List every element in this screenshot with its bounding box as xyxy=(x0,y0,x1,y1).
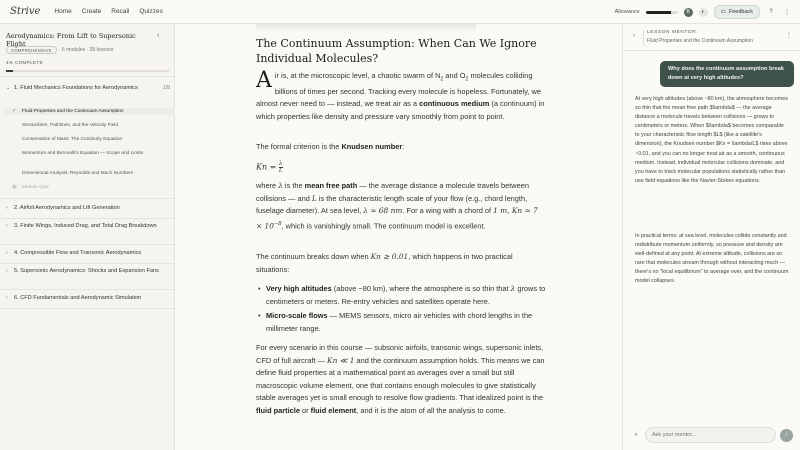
course-sidebar xyxy=(0,24,175,450)
top-nav-bar xyxy=(0,0,800,24)
module-5[interactable] xyxy=(6,267,170,275)
lesson-label: Streamlines, Pathlines, and the Velocity Field xyxy=(22,123,118,128)
sidebar-divider xyxy=(0,289,175,290)
allowance-bar xyxy=(646,11,678,14)
bullet-micro-scale: • Micro-scale flows — MEMS sensors, micro air vehicles with chord lengths in the millimeter range. xyxy=(266,310,546,335)
lesson-title: The Continuum Assumption: When Can We Ignore Individual Molecules? xyxy=(256,37,537,65)
lesson-fluid-properties[interactable] xyxy=(4,108,175,115)
lesson-label: Conservation of Mass: The Continuity Equation xyxy=(22,137,123,142)
more-options-icon[interactable]: ⋮ xyxy=(786,33,792,39)
scroll-fade xyxy=(256,24,476,32)
user-question-bubble: Why does the continuum assumption break down at very high altitudes? xyxy=(660,61,794,87)
lesson-label: Dimensional Analysis: Reynolds and Mach Numbers xyxy=(22,171,134,176)
module-2[interactable] xyxy=(6,204,170,212)
paragraph-4: The continuum breaks down when Kn ≳ 0.01, which happens in two practical situations: xyxy=(256,252,513,274)
chat-input-row xyxy=(631,426,793,444)
lesson-label: Module Quiz xyxy=(22,185,49,190)
module-5-label: 5. Supersonic Aerodynamics: Shocks and Expansion Fans xyxy=(14,268,159,274)
completion-label: 4% COMPLETE xyxy=(6,60,43,65)
lesson-mentor-panel xyxy=(622,24,800,450)
mentor-answer-2: In practical terms: at sea level, molecules collide constantly and redistribute momentum uniformly, so pressure and density are well-defined at any point. At extreme altitude, collisions are so rare that molecules stream through without interacting much — there's no "local equilibrium" to average over, and the continuum model collapses. xyxy=(635,233,789,285)
difficulty-badge: COMPREHENSIVE xyxy=(6,46,57,54)
feedback-button[interactable] xyxy=(714,5,760,19)
allowance-label: Allowance xyxy=(614,9,640,15)
module-3[interactable] xyxy=(6,222,170,230)
lesson-module-quiz[interactable] xyxy=(12,184,160,191)
collapse-panel-icon[interactable]: › xyxy=(633,33,635,39)
app-logo[interactable]: Strive xyxy=(10,6,41,17)
lesson-bernoulli[interactable] xyxy=(12,150,160,157)
feedback-label: Feedback xyxy=(728,9,753,15)
panel-divider xyxy=(623,50,800,51)
mentor-title: LESSON MENTOR xyxy=(647,30,697,35)
course-title: Aerodynamics: From Lift to Supersonic Flight xyxy=(6,32,136,48)
chat-bubble-icon: ▭ xyxy=(720,9,726,15)
sidebar-divider xyxy=(0,244,175,245)
module-1-label: 1. Fluid Mechanics Foundations for Aerodynamics xyxy=(14,85,138,91)
nav-recall[interactable]: Recall xyxy=(111,8,130,15)
module-2-label: 2. Airfoil Aerodynamics and Lift Generation xyxy=(14,205,120,211)
chevron-right-icon: › xyxy=(6,205,8,211)
lesson-streamlines[interactable] xyxy=(12,122,160,129)
chevron-right-icon: › xyxy=(6,223,8,229)
lesson-label: Momentum and Bernoulli's Equation — Scope and Limits xyxy=(22,151,144,156)
chevron-right-icon: › xyxy=(6,250,8,256)
user-avatar[interactable]: B xyxy=(684,8,693,17)
module-6[interactable] xyxy=(6,294,170,302)
knudsen-equation: Kn = $\frac{\lambda}{L}$ xyxy=(256,161,283,174)
course-meta: 6 modules · 28 lessons xyxy=(62,47,114,53)
chevron-down-icon: ⌄ xyxy=(6,85,11,91)
collapse-sidebar-icon[interactable]: ‹ xyxy=(157,32,160,39)
nav-create[interactable]: Create xyxy=(81,8,102,15)
mentor-answer-1: At very high altitudes (above ~80 km), the atmosphere becomes so thin that the mean free path $\lambda$ — the average distance a molecule travels between collisions — grows to centimeters or meters. When $\lambda$ becomes comparable to your characteristic flow length $L$ (like a satellite's dimension), the Knudsen number $Kn = \lambda/L$ rises above ~0.01, and you can no longer treat air as a smooth, continuous medium. Instead, individual molecular collisions dominate, and you have to track molecular populations statistically rather than use field equations like the Navier-Stokes equations. xyxy=(635,96,788,184)
lesson-dimensional-analysis[interactable] xyxy=(12,170,160,177)
module-4[interactable] xyxy=(6,249,170,257)
module-1[interactable] xyxy=(6,84,170,92)
sidebar-divider xyxy=(0,218,175,219)
lesson-label: Fluid Properties and the Continuum Assumption xyxy=(22,109,124,114)
nav-home[interactable]: Home xyxy=(54,8,72,15)
help-button[interactable]: ? xyxy=(769,9,773,15)
module-4-label: 4. Compressible Flow and Transonic Aerodynamics xyxy=(14,250,142,256)
paragraph-1: Air is, at the microscopic level, a chaotic swarm of $N_2$ and $O_2$ molecules colliding billions of times per second. Tracking every molecule is hopeless. Fortunately, we almost never need to — instead, we treat air as a continuous medium (a continuum) in which properties like density and pressure vary smoothly from point to point. xyxy=(256,68,545,121)
top-right-controls xyxy=(615,4,792,20)
paragraph-3: where λ is the mean free path — the average distance a molecule travels between collisions — and L is the characteristic length scale of your flow (e.g., chord length, fuselage diameter). At sea level, λ ≈ 68 nm. For a wing with a chord of 1 m, $Kn \approx 7 \times 10^{-8}$, which is vanishingly small. The continuum model is excellent. xyxy=(256,181,538,230)
mentor-subtitle: Fluid Properties and the Continuum Assumption xyxy=(647,38,753,44)
course-progress-bar xyxy=(6,70,169,72)
nav-quizzes[interactable]: Quizzes xyxy=(139,8,163,15)
sidebar-divider xyxy=(0,198,175,199)
mentor-chat-input[interactable] xyxy=(645,427,776,443)
paragraph-5: For every scenario in this course — subsonic airfoils, transonic wings, supersonic inlets, CFD of full aircraft — Kn ≪ 1 and the continuum assumption holds. This means we can define fluid properties at a mathematical point as averages over a small but still macroscopic volume element, one that contains enough molecules to give statistically stable averages yet is small enough to resolve flow gradients. That idealized point is the fluid particle or fluid element, and it is the atom of all the analysis to come. xyxy=(256,343,545,415)
lesson-continuity[interactable] xyxy=(12,136,160,143)
course-progress-fill xyxy=(6,70,13,72)
allowance-fill xyxy=(646,11,672,14)
send-icon[interactable]: ↑ xyxy=(780,429,793,442)
module-6-label: 6. CFD Fundamentals and Aerodynamic Simulation xyxy=(14,295,142,301)
chevron-right-icon: › xyxy=(6,268,8,274)
sidebar-divider xyxy=(0,76,175,77)
theme-toggle-icon[interactable]: ◐ xyxy=(699,8,708,17)
panel-separator xyxy=(643,30,644,46)
chevron-right-icon: › xyxy=(6,295,8,301)
quiz-icon: ▣ xyxy=(12,185,17,190)
module-1-count: 1/5 xyxy=(163,85,170,91)
menu-dots-icon[interactable]: ⋮ xyxy=(784,9,790,16)
attach-icon[interactable]: ⌕ xyxy=(634,431,638,438)
check-icon: ✓ xyxy=(12,109,17,114)
paragraph-2: The formal criterion is the Knudsen number: xyxy=(256,142,405,151)
module-3-label: 3. Finite Wings, Induced Drag, and Total Drag Breakdown xyxy=(14,223,157,229)
lesson-content xyxy=(176,24,622,450)
sidebar-divider xyxy=(0,308,175,309)
drop-cap: A xyxy=(256,68,272,93)
sidebar-divider xyxy=(0,263,175,264)
bullet-high-altitude: • Very high altitudes (above ~80 km), where the atmosphere is so thin that λ grows to centimeters or meters. Re-entry vehicles and satellites operate here. xyxy=(266,283,546,308)
